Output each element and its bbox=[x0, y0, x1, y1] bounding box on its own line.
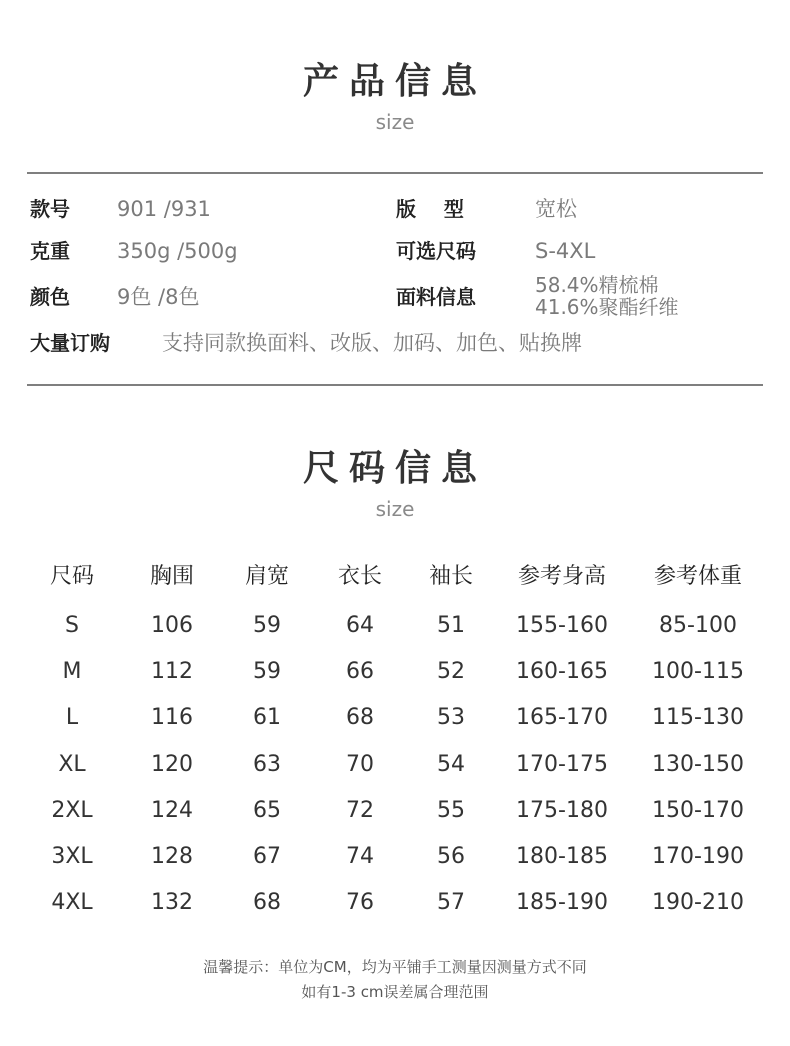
note-line-2: 如有1-3 cm误差属合理范围 bbox=[301, 983, 489, 1001]
cell-length: 64 bbox=[346, 613, 374, 638]
fit-label: 版 型 bbox=[396, 197, 464, 221]
cell-height: 180-185 bbox=[516, 844, 608, 869]
cell-length: 72 bbox=[346, 797, 374, 823]
color-value: 9色 /8色 bbox=[117, 285, 200, 309]
cell-size: L bbox=[65, 705, 79, 731]
header-height: 参考身高 bbox=[517, 564, 606, 589]
cell-size: S bbox=[65, 613, 79, 638]
cell-sleeve: 54 bbox=[437, 751, 465, 777]
size-table bbox=[0, 558, 790, 918]
cell-weight: 150-170 bbox=[652, 797, 744, 823]
header-chest: 胸围 bbox=[149, 564, 194, 589]
header-shoulder: 肩宽 bbox=[244, 564, 289, 589]
cell-size: M bbox=[62, 659, 82, 685]
cell-sleeve: 51 bbox=[437, 613, 465, 638]
fit-value: 宽松 bbox=[535, 197, 577, 221]
size-info-subtitle: size bbox=[375, 497, 415, 521]
cell-size: 2XL bbox=[51, 797, 93, 823]
sizes-label: 可选尺码 bbox=[396, 239, 476, 263]
cell-shoulder: 67 bbox=[253, 844, 281, 869]
cell-chest: 120 bbox=[151, 751, 193, 777]
bulk-order-value: 支持同款换面料、改版、加码、加色、贴换牌 bbox=[162, 331, 582, 355]
cell-chest: 112 bbox=[151, 659, 193, 685]
cell-chest: 106 bbox=[151, 613, 193, 638]
bottom-divider bbox=[27, 384, 763, 386]
cell-chest: 116 bbox=[151, 705, 193, 731]
header-sleeve: 袖长 bbox=[428, 564, 473, 589]
cell-length: 70 bbox=[346, 751, 374, 777]
cell-length: 66 bbox=[346, 659, 374, 685]
cell-length: 68 bbox=[346, 705, 374, 731]
cell-shoulder: 61 bbox=[253, 705, 281, 731]
cell-shoulder: 63 bbox=[253, 751, 281, 777]
cell-sleeve: 55 bbox=[437, 797, 465, 823]
note-line-1: 温馨提示：单位为CM，均为平铺手工测量因测量方式不同 bbox=[203, 958, 587, 976]
product-info-subtitle: size bbox=[375, 110, 415, 134]
size-info-title: 尺码信息 bbox=[302, 448, 487, 489]
fabric-label: 面料信息 bbox=[396, 285, 476, 309]
cell-shoulder: 65 bbox=[253, 797, 281, 823]
bulk-order-label: 大量订购 bbox=[30, 331, 110, 355]
sizes-value: S-4XL bbox=[535, 239, 596, 263]
fabric-line-2: 41.6%聚酯纤维 bbox=[535, 295, 679, 319]
cell-length: 76 bbox=[346, 890, 374, 916]
style-no-label: 款号 bbox=[30, 197, 70, 221]
cell-chest: 124 bbox=[151, 797, 193, 823]
weight-value: 350g /500g bbox=[117, 239, 238, 263]
cell-weight: 190-210 bbox=[652, 890, 744, 916]
fabric-line-1: 58.4%精梳棉 bbox=[535, 273, 659, 297]
cell-shoulder: 59 bbox=[253, 659, 281, 685]
cell-height: 170-175 bbox=[516, 751, 608, 777]
cell-weight: 100-115 bbox=[652, 659, 744, 685]
cell-size: 3XL bbox=[51, 844, 93, 869]
cell-weight: 170-190 bbox=[652, 844, 744, 869]
cell-weight: 130-150 bbox=[652, 751, 744, 777]
cell-sleeve: 52 bbox=[437, 659, 465, 685]
product-info-title: 产品信息 bbox=[302, 61, 487, 102]
cell-shoulder: 59 bbox=[253, 613, 281, 638]
cell-height: 165-170 bbox=[516, 705, 608, 731]
cell-weight: 85-100 bbox=[659, 613, 737, 638]
weight-label: 克重 bbox=[30, 239, 70, 263]
header-size: 尺码 bbox=[49, 564, 94, 589]
cell-shoulder: 68 bbox=[253, 890, 281, 916]
cell-height: 160-165 bbox=[516, 659, 608, 685]
header-length: 衣长 bbox=[337, 564, 382, 589]
cell-sleeve: 57 bbox=[437, 890, 465, 916]
top-divider bbox=[27, 172, 763, 174]
cell-chest: 128 bbox=[151, 844, 193, 869]
cell-sleeve: 53 bbox=[437, 705, 465, 731]
header-weight: 参考体重 bbox=[653, 564, 742, 589]
cell-size: 4XL bbox=[51, 890, 93, 916]
cell-weight: 115-130 bbox=[652, 705, 744, 731]
cell-height: 155-160 bbox=[516, 613, 608, 638]
cell-size: XL bbox=[58, 751, 86, 777]
cell-chest: 132 bbox=[151, 890, 193, 916]
cell-length: 74 bbox=[346, 844, 374, 869]
style-no-value: 901 /931 bbox=[117, 197, 211, 221]
cell-height: 175-180 bbox=[516, 797, 608, 823]
cell-height: 185-190 bbox=[516, 890, 608, 916]
cell-sleeve: 56 bbox=[437, 844, 465, 869]
color-label: 颜色 bbox=[30, 285, 70, 309]
